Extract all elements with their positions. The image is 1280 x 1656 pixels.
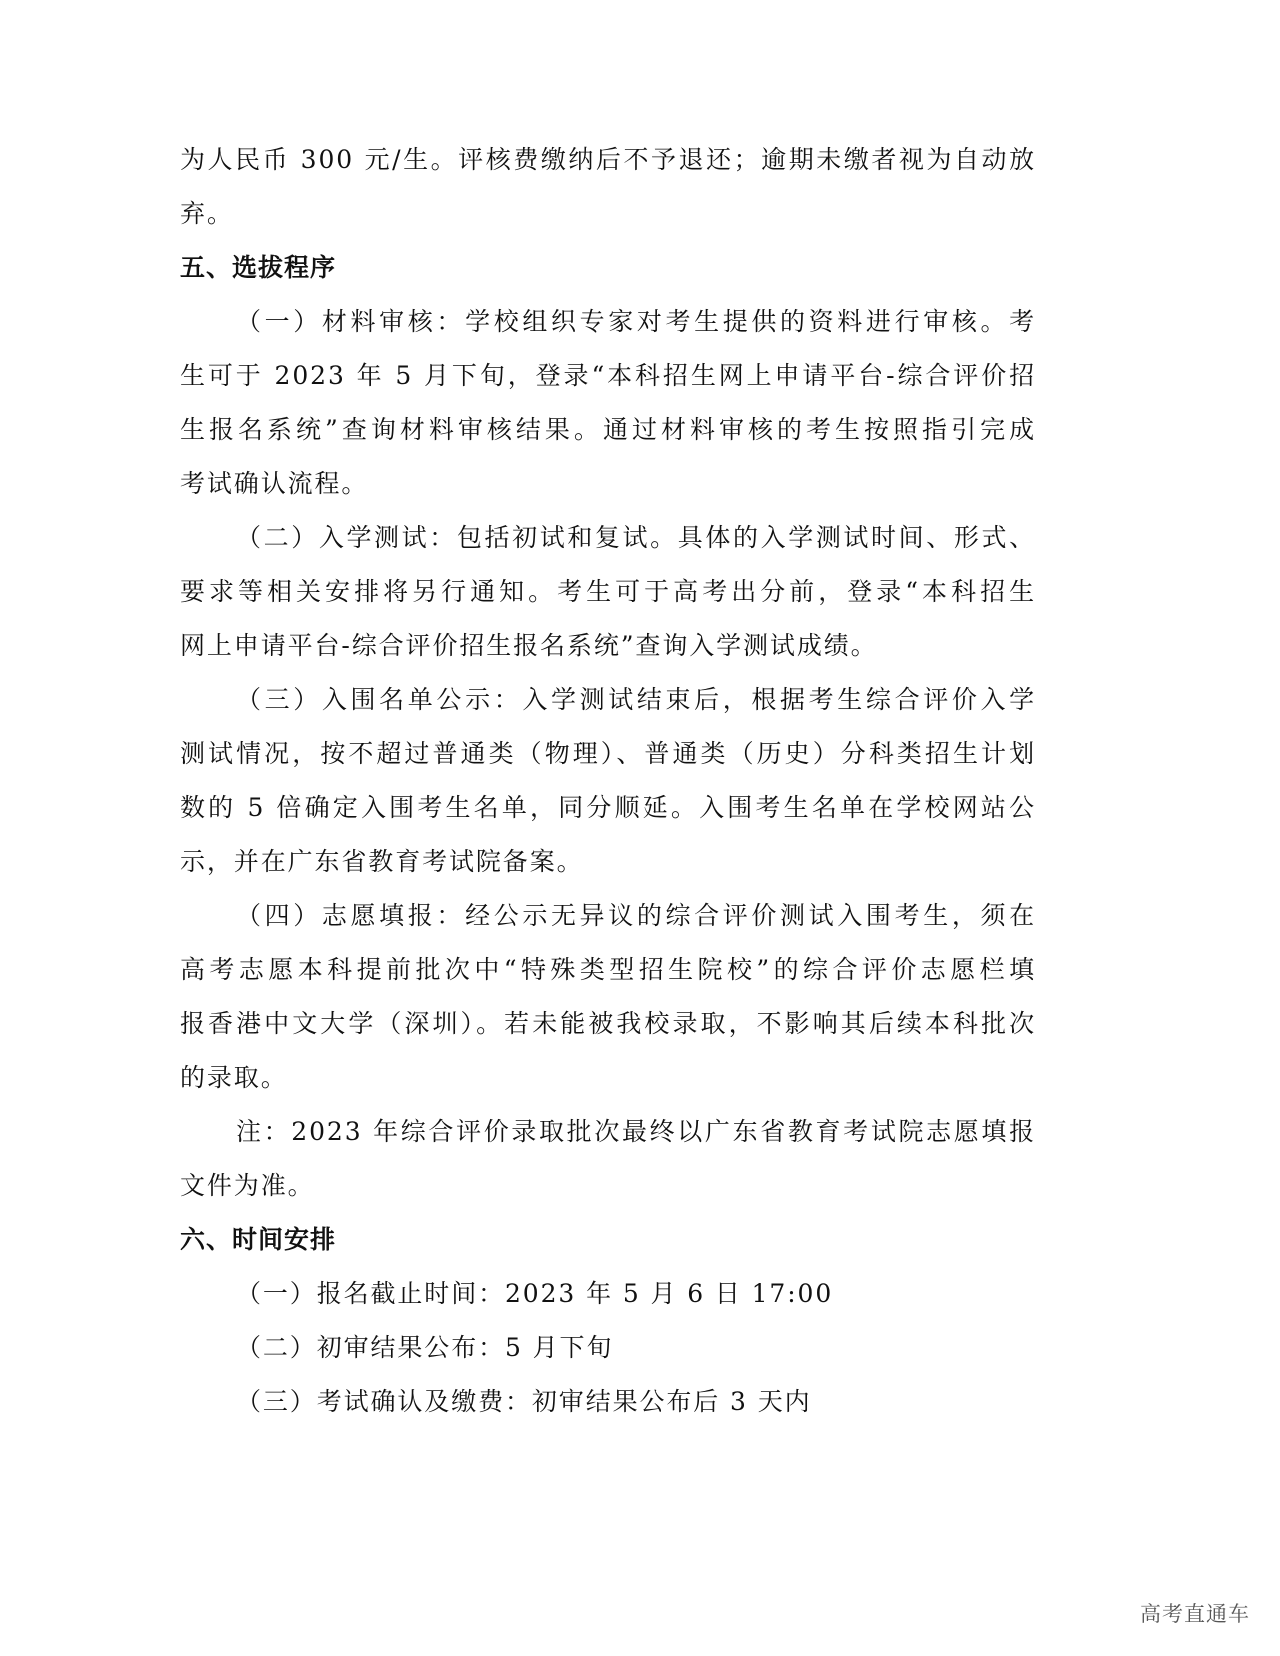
paragraph-line: 为人民币 300 元/生。评核费缴纳后不予退还；逾期未缴者视为自动放	[180, 145, 1036, 174]
note-line: 文件为准。	[180, 1171, 315, 1200]
paragraph-line: （二）入学测试：包括初试和复试。具体的入学测试时间、形式、	[236, 523, 1036, 552]
paragraph-line: 要求等相关安排将另行通知。考生可于高考出分前，登录“本科招生	[180, 577, 1036, 606]
paragraph-line: 生报名系统”查询材料审核结果。通过材料审核的考生按照指引完成	[180, 415, 1036, 444]
document-page	[180, 133, 1036, 1429]
paragraph-line: 生可于 2023 年 5 月下旬，登录“本科招生网上申请平台-综合评价招	[180, 361, 1036, 390]
paragraph-line: （三）入围名单公示：入学测试结束后，根据考生综合评价入学	[236, 685, 1036, 714]
paragraph-line: （一）材料审核：学校组织专家对考生提供的资料进行审核。考	[236, 307, 1036, 336]
paragraph-line: 报香港中文大学（深圳）。若未能被我校录取，不影响其后续本科批次	[180, 1009, 1036, 1038]
section-heading: 六、时间安排	[180, 1225, 337, 1254]
paragraph-line: 网上申请平台-综合评价招生报名系统”查询入学测试成绩。	[180, 631, 878, 660]
section-heading: 五、选拔程序	[180, 253, 337, 282]
note-line: 注：2023 年综合评价录取批次最终以广东省教育考试院志愿填报	[236, 1117, 1036, 1146]
schedule-item: （一）报名截止时间：2023 年 5 月 6 日 17:00	[236, 1279, 834, 1308]
paragraph-line: 高考志愿本科提前批次中“特殊类型招生院校”的综合评价志愿栏填	[180, 955, 1036, 984]
paragraph-line: 测试情况，按不超过普通类（物理）、普通类（历史）分科类招生计划	[180, 739, 1036, 768]
schedule-item: （二）初审结果公布：5 月下旬	[236, 1333, 614, 1362]
paragraph-line: （四）志愿填报：经公示无异议的综合评价测试入围考生，须在	[236, 901, 1036, 930]
paragraph-line: 弃。	[180, 199, 234, 228]
watermark: 高考直通车	[1140, 1602, 1250, 1626]
paragraph-line: 考试确认流程。	[180, 469, 369, 498]
paragraph-line: 数的 5 倍确定入围考生名单，同分顺延。入围考生名单在学校网站公	[180, 793, 1036, 822]
paragraph-line: 的录取。	[180, 1063, 288, 1092]
paragraph-line: 示，并在广东省教育考试院备案。	[180, 847, 584, 876]
schedule-item: （三）考试确认及缴费：初审结果公布后 3 天内	[236, 1387, 812, 1416]
